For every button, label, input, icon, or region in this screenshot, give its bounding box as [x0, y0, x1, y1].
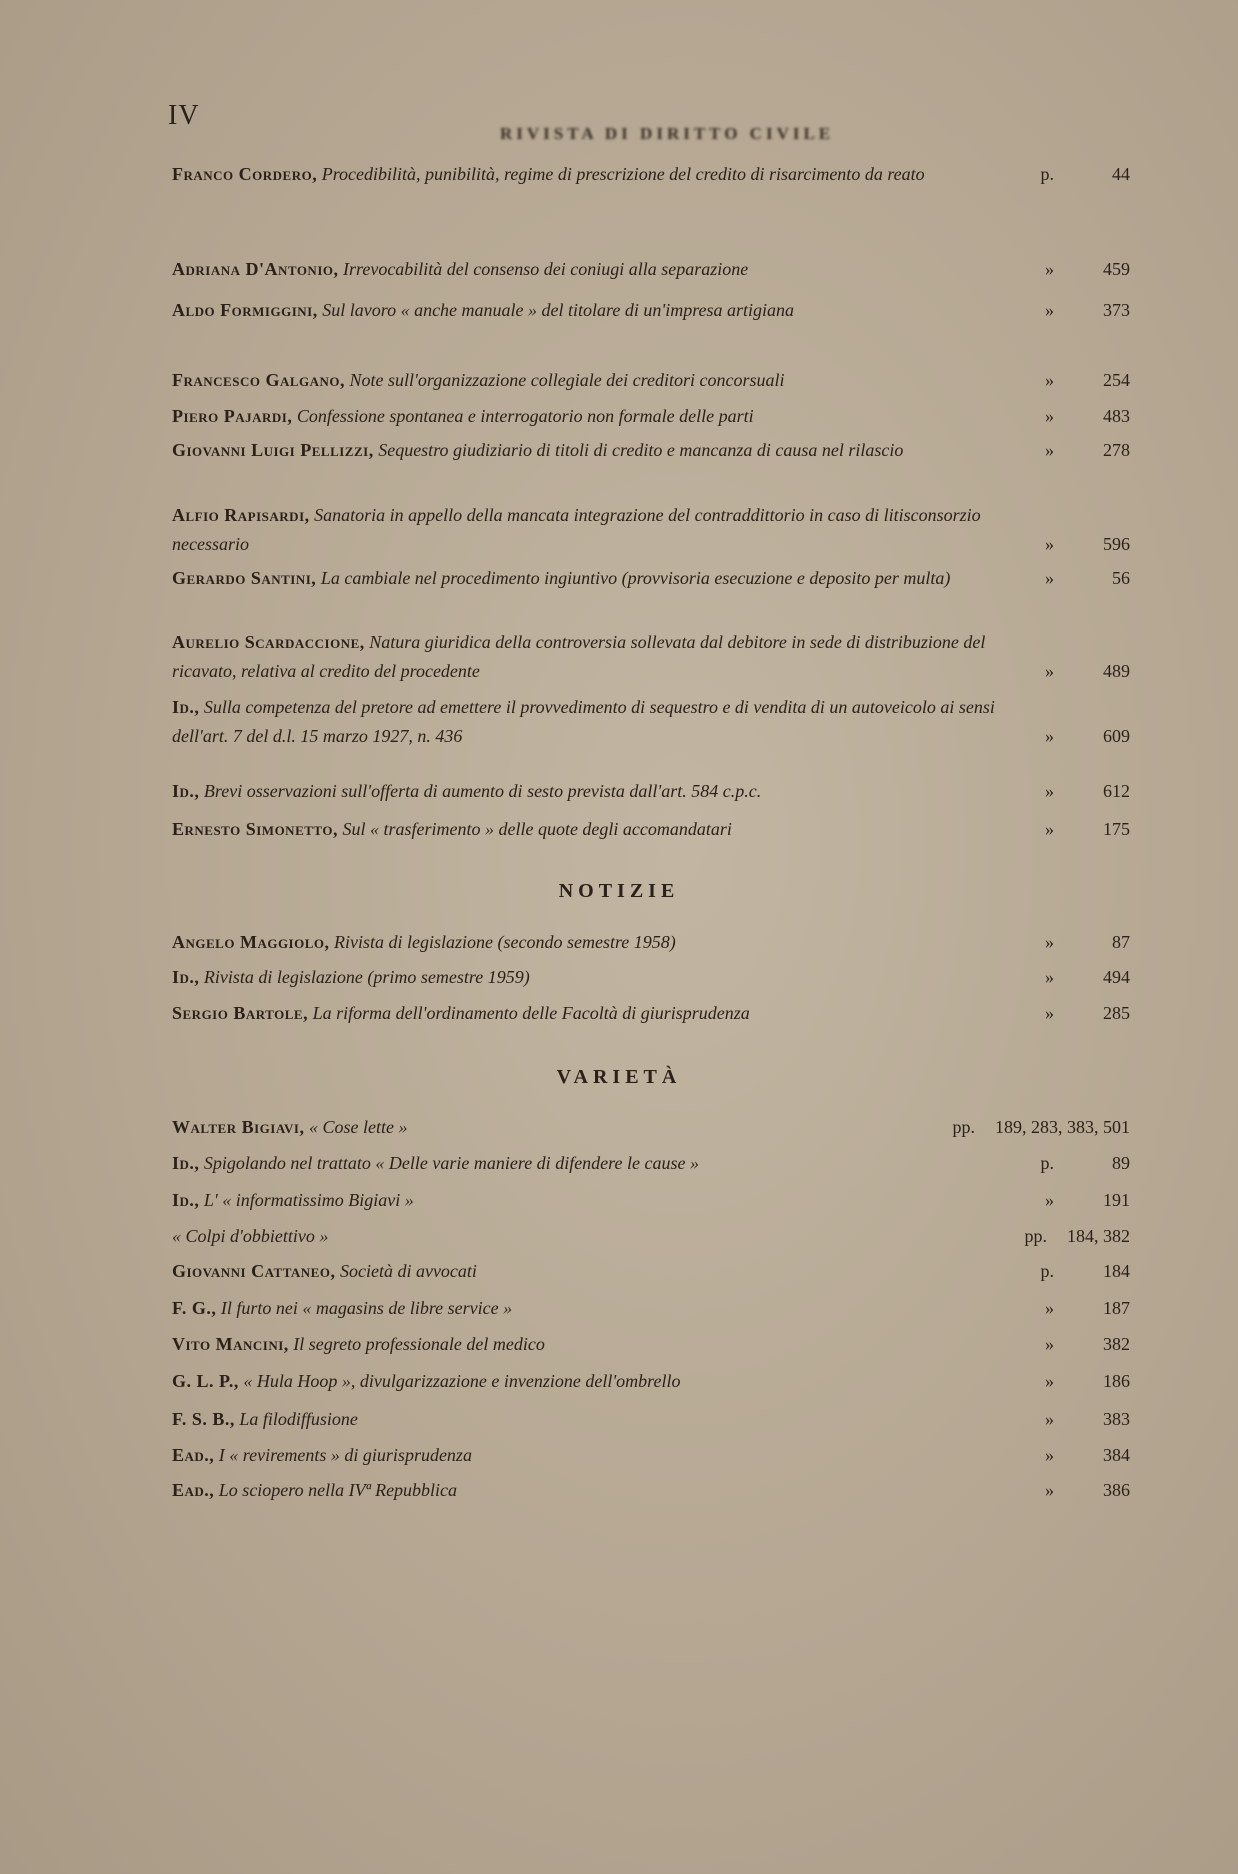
page-ref: 191 — [1103, 1190, 1130, 1210]
list-item — [172, 255, 1130, 284]
list-item — [172, 296, 1130, 325]
page-ref: 609 — [1103, 726, 1130, 746]
entry-author: Aurelio Scardaccione, — [172, 632, 365, 652]
entry-author: Id., — [172, 1153, 200, 1173]
page-ref: 612 — [1103, 781, 1130, 801]
page-ref: 489 — [1103, 661, 1130, 681]
list-item — [172, 628, 1130, 686]
page-ref: 278 — [1103, 440, 1130, 460]
page-prefix: » — [1045, 1409, 1054, 1429]
page-prefix: » — [1045, 1445, 1054, 1465]
page-ref: 459 — [1103, 259, 1130, 279]
page-prefix: » — [1045, 932, 1054, 952]
entry-title: L' « informatissimo Bigiavi » — [203, 1190, 414, 1210]
section-heading-varieta: VARIETÀ — [556, 1066, 682, 1088]
list-item — [172, 1330, 1130, 1359]
list-item — [172, 693, 1130, 751]
page-prefix: » — [1045, 370, 1054, 390]
entry-author: Alfio Rapisardi, — [172, 505, 310, 525]
page-ref: 189, 283, 383, 501 — [995, 1117, 1130, 1137]
page-ref: 386 — [1103, 1480, 1130, 1500]
list-item — [172, 1441, 1130, 1470]
page-ref: 285 — [1103, 1003, 1130, 1023]
page-prefix: p. — [1040, 1261, 1054, 1281]
page-prefix: » — [1045, 1298, 1054, 1318]
entry-title: I « revirements » di giurisprudenza — [218, 1445, 472, 1465]
entry-author: Angelo Maggiolo, — [172, 932, 330, 952]
page-prefix: » — [1045, 568, 1054, 588]
entry-title: Procedibilità, punibilità, regime di prescrizione del credito di risarcimento da reato — [321, 164, 925, 184]
entry-author: Aldo Formiggini, — [172, 300, 318, 320]
page-number: IV — [168, 100, 200, 131]
list-item — [172, 564, 1130, 593]
list-item — [172, 777, 1130, 806]
list-item — [172, 815, 1130, 844]
list-item — [172, 402, 1130, 431]
entry-author: Piero Pajardi, — [172, 406, 293, 426]
list-item — [172, 1113, 1130, 1142]
page-ref: 384 — [1103, 1445, 1130, 1465]
page-prefix: » — [1045, 726, 1054, 746]
entry-title: Rivista di legislazione (primo semestre 1959) — [203, 967, 530, 987]
page-ref: 184, 382 — [1067, 1226, 1130, 1246]
entry-title: « Colpi d'obbiettivo » — [172, 1226, 329, 1246]
page-ref: 494 — [1103, 967, 1130, 987]
page-prefix: » — [1045, 781, 1054, 801]
list-item — [172, 1367, 1130, 1396]
entry-author: Gerardo Santini, — [172, 568, 317, 588]
entry-author: F. G., — [172, 1298, 217, 1318]
entry-author: Adriana D'Antonio, — [172, 259, 339, 279]
entry-author: Sergio Bartole, — [172, 1003, 309, 1023]
page-prefix: » — [1045, 661, 1054, 681]
entry-title: « Hula Hoop », divulgarizzazione e invenzione dell'ombrello — [243, 1371, 681, 1391]
entry-author: Id., — [172, 1190, 200, 1210]
entry-author: Francesco Galgano, — [172, 370, 346, 390]
page-prefix: » — [1045, 259, 1054, 279]
entry-title: Sulla competenza del pretore ad emettere il provvedimento di sequestro e di vendita di un autoveicolo ai sensi dell'art. 7 del d.l. 15 marzo 1927, n. 436 — [172, 697, 995, 746]
entry-author: Id., — [172, 967, 200, 987]
entry-title: La filodiffusione — [239, 1409, 358, 1429]
entry-title: Sanatoria in appello della mancata integrazione del contraddittorio in caso di litisconsorzio necessario — [172, 505, 981, 554]
page-prefix: pp. — [1024, 1226, 1047, 1246]
entry-title: Note sull'organizzazione collegiale dei creditori concorsuali — [349, 370, 785, 390]
page-ref: 187 — [1103, 1298, 1130, 1318]
page-prefix: » — [1045, 1334, 1054, 1354]
entry-title: Natura giuridica della controversia sollevata dal debitore in sede di distribuzione del ricavato, relativa al credito del procedente — [172, 632, 986, 681]
entry-title: Il furto nei « magasins de libre service » — [220, 1298, 513, 1318]
list-item — [172, 1186, 1130, 1215]
page-ref: 383 — [1103, 1409, 1130, 1429]
entry-title: Rivista di legislazione (secondo semestre 1958) — [334, 932, 676, 952]
entry-title: Confessione spontanea e interrogatorio non formale delle parti — [296, 406, 754, 426]
page-ref: 89 — [1112, 1153, 1130, 1173]
page-ref: 186 — [1103, 1371, 1130, 1391]
page-ref: 44 — [1112, 164, 1130, 184]
list-item — [172, 1294, 1130, 1323]
entry-author: Giovanni Luigi Pellizzi, — [172, 440, 374, 460]
entry-title: Sul « trasferimento » delle quote degli accomandatari — [342, 819, 732, 839]
list-item — [172, 1149, 1130, 1178]
entry-title: Spigolando nel trattato « Delle varie maniere di difendere le cause » — [203, 1153, 699, 1173]
page-prefix: » — [1045, 1003, 1054, 1023]
page-ref: 373 — [1103, 300, 1130, 320]
entry-author: Ernesto Simonetto, — [172, 819, 338, 839]
entry-author: G. L. P., — [172, 1371, 239, 1391]
list-item — [172, 1405, 1130, 1434]
entry-title: Sul lavoro « anche manuale » del titolare di un'impresa artigiana — [322, 300, 795, 320]
list-item — [172, 963, 1130, 992]
entry-author: Ead., — [172, 1480, 215, 1500]
page-ref: 56 — [1112, 568, 1130, 588]
list-item — [172, 436, 1130, 465]
list-item — [172, 999, 1130, 1028]
entry-author: Id., — [172, 697, 200, 717]
page-ref: 184 — [1103, 1261, 1130, 1281]
entry-author: Ead., — [172, 1445, 215, 1465]
page-prefix: » — [1045, 1190, 1054, 1210]
entry-title: Società di avvocati — [339, 1261, 477, 1281]
page-ref: 87 — [1112, 932, 1130, 952]
list-item — [172, 501, 1130, 559]
page-prefix: » — [1045, 1480, 1054, 1500]
entry-title: Sequestro giudiziario di titoli di credito e mancanza di causa nel rilascio — [378, 440, 904, 460]
list-item — [172, 1257, 1130, 1286]
page-ref: 175 — [1103, 819, 1130, 839]
list-item — [172, 366, 1130, 395]
entry-title: Irrevocabilità del consenso dei coniugi alla separazione — [343, 259, 749, 279]
entry-author: Id., — [172, 781, 200, 801]
list-item — [172, 160, 1130, 189]
page-prefix: » — [1045, 1371, 1054, 1391]
page-ref: 596 — [1103, 534, 1130, 554]
entry-title: Il segreto professionale del medico — [293, 1334, 545, 1354]
page-prefix: » — [1045, 819, 1054, 839]
entry-author: Franco Cordero, — [172, 164, 318, 184]
list-item — [172, 928, 1130, 957]
list-item — [172, 1222, 1130, 1251]
entry-title: Lo sciopero nella IVª Repubblica — [218, 1480, 458, 1500]
page-prefix: pp. — [952, 1117, 975, 1137]
entry-title: La riforma dell'ordinamento delle Facoltà di giurisprudenza — [312, 1003, 750, 1023]
entry-author: Walter Bigiavi, — [172, 1117, 305, 1137]
entry-author: F. S. B., — [172, 1409, 235, 1429]
page-prefix: p. — [1040, 1153, 1054, 1173]
list-item — [172, 1476, 1130, 1505]
entry-title: Brevi osservazioni sull'offerta di aumento di sesto prevista dall'art. 584 c.p.c. — [203, 781, 762, 801]
page-prefix: » — [1045, 967, 1054, 987]
entry-title: « Cose lette » — [309, 1117, 408, 1137]
section-heading-notizie: NOTIZIE — [558, 880, 680, 902]
page-prefix: » — [1045, 534, 1054, 554]
page-ref: 483 — [1103, 406, 1130, 426]
entry-author: Giovanni Cattaneo, — [172, 1261, 336, 1281]
page-prefix: p. — [1040, 164, 1054, 184]
entry-author: Vito Mancini, — [172, 1334, 289, 1354]
page-prefix: » — [1045, 300, 1054, 320]
page-ref: 382 — [1103, 1334, 1130, 1354]
running-title: RIVISTA DI DIRITTO CIVILE — [500, 124, 835, 143]
page-prefix: » — [1045, 406, 1054, 426]
page-ref: 254 — [1103, 370, 1130, 390]
page-prefix: » — [1045, 440, 1054, 460]
entry-title: La cambiale nel procedimento ingiuntivo (provvisoria esecuzione e deposito per multa) — [320, 568, 951, 588]
